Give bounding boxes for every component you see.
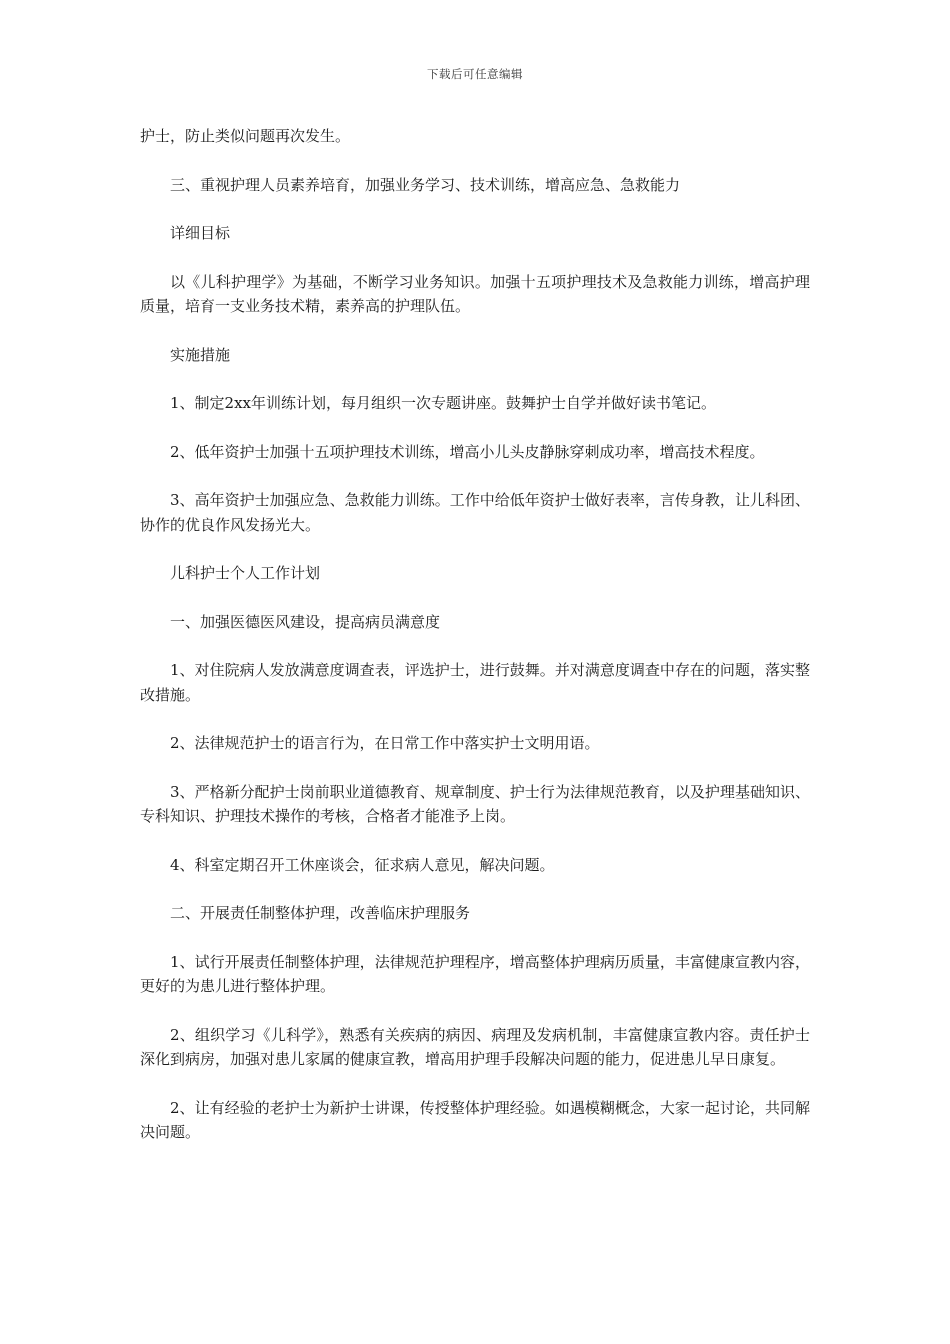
paragraph-goal: 以《儿科护理学》为基础，不断学习业务知识。加强十五项护理技术及急救能力训练，增高护理质量，培育一支业务技术精，素养高的护理队伍。 bbox=[140, 272, 810, 315]
list-item-care-2b: 2、让有经验的老护士为新护士讲课，传授整体护理经验。如遇模糊概念，大家一起讨论，共同解决问题。 bbox=[140, 1098, 810, 1141]
section-heading-2: 二、开展责任制整体护理，改善临床护理服务 bbox=[170, 904, 471, 922]
list-item-ethics-2: 2、法律规范护士的语言行为，在日常工作中落实护士文明用语。 bbox=[170, 734, 600, 752]
subheading-goal: 详细目标 bbox=[170, 224, 231, 242]
list-item-ethics-1: 1、对住院病人发放满意度调查表，评选护士，进行鼓舞。并对满意度调查中存在的问题，落实整改措施。 bbox=[140, 661, 810, 704]
list-item-ethics-4: 4、科室定期召开工休座谈会，征求病人意见，解决问题。 bbox=[170, 855, 555, 874]
subheading-measures: 实施措施 bbox=[170, 345, 231, 364]
list-item-ethics-3: 3、严格新分配护士岗前职业道德教育、规章制度、护士行为法律规范教育，以及护理基础知识、专科知识、护理技术操作的考核，合格者才能准予上岗。 bbox=[140, 782, 810, 825]
document-body bbox=[140, 124, 810, 1169]
list-item-measure-1: 1、制定2xx年训练计划，每月组织一次专题讲座。鼓舞护士自学并做好读书笔记。 bbox=[170, 394, 717, 412]
section-heading-1: 一、加强医德医风建设，提高病员满意度 bbox=[170, 612, 441, 631]
list-item-care-1: 1、试行开展责任制整体护理，法律规范护理程序，增高整体护理病历质量，丰富健康宣教内容，更好的为患儿进行整体护理。 bbox=[140, 952, 810, 995]
list-item-care-2: 2、组织学习《儿科学》，熟悉有关疾病的病因、病理及发病机制，丰富健康宣教内容。责任护士深化到病房，加强对患儿家属的健康宣教，增高用护理手段解决问题的能力，促进患儿早日康复。 bbox=[140, 1025, 810, 1068]
document-subtitle: 儿科护士个人工作计划 bbox=[170, 564, 321, 582]
list-item-measure-2: 2、低年资护士加强十五项护理技术训练，增高小儿头皮静脉穿刺成功率，增高技术程度。 bbox=[170, 442, 765, 461]
list-item-measure-3: 3、高年资护士加强应急、急救能力训练。工作中给低年资护士做好表率，言传身教，让儿科团、协作的优良作风发扬光大。 bbox=[140, 491, 810, 534]
section-heading-3: 三、重视护理人员素养培育，加强业务学习、技术训练，增高应急、急救能力 bbox=[170, 175, 681, 194]
paragraph-continuation: 护士，防止类似问题再次发生。 bbox=[140, 127, 351, 145]
page-header: 下载后可任意编辑 bbox=[427, 67, 523, 81]
